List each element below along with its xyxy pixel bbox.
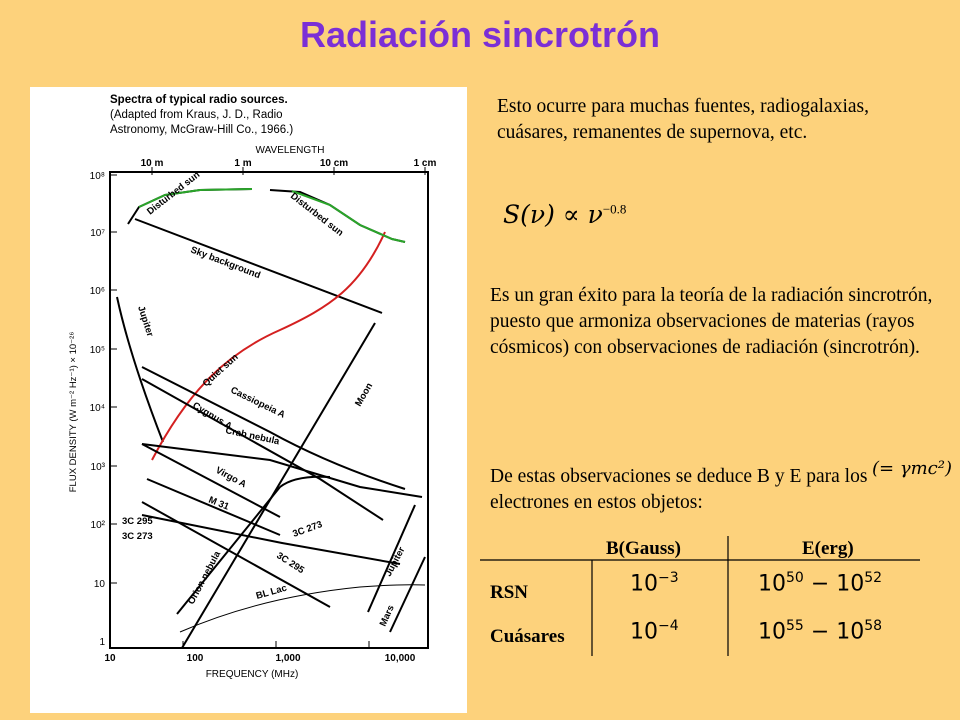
label-moon: Moon (353, 381, 376, 409)
label-bl-lac: BL Lac (254, 582, 289, 602)
figure-caption-line-1: Spectra of typical radio sources. (110, 94, 288, 106)
y-tick-1e6: 10⁶ (89, 286, 105, 297)
top-axis-title: WAVELENGTH (255, 145, 325, 156)
cuasares-e-range: $10^{55} - 10^{58}$ (758, 618, 883, 645)
header-b-gauss: B(Gauss) (606, 538, 681, 559)
label-3c273-left: 3C 273 (122, 531, 153, 542)
radio-spectra-figure (30, 87, 467, 713)
label-3c273-right: 3C 273 (291, 519, 324, 540)
x-tick-100: 100 (186, 653, 204, 664)
y-tick-1: 1 (99, 637, 105, 648)
label-3c295-left: 3C 295 (122, 516, 153, 527)
cuasares-b-value: $10^{-4}$ (630, 618, 679, 645)
top-tick-1m: 1 m (234, 158, 252, 169)
label-quiet-sun: Quiet sun (200, 351, 241, 390)
field-energy-table (480, 536, 925, 656)
slide-title: Radiación sincrotrón (299, 14, 661, 55)
crab-nebula-curve (142, 444, 422, 497)
3c295-curve (142, 502, 330, 607)
formula-main: S(ν) ∝ ν (503, 200, 603, 229)
rsn-b-value: $10^{-3}$ (630, 570, 679, 597)
figure-caption-line-3: Astronomy, McGraw-Hill Co., 1966.) (110, 124, 294, 136)
label-disturbed-sun-high: Disturbed sun (288, 190, 346, 239)
spectral-index-formula (503, 200, 626, 230)
label-orion-nebula: Orion nebula (185, 549, 224, 607)
label-cassiopeia-a: Cassiopeia A (228, 384, 287, 421)
orion-nebula-flat-curve (280, 477, 330, 487)
top-tick-10m: 10 m (140, 158, 164, 169)
label-cygnus-a: Cygnus A (190, 400, 234, 433)
label-mars: Mars (377, 603, 397, 629)
y-tick-1e2: 10² (90, 520, 105, 531)
label-disturbed-sun-low: Disturbed sun (145, 169, 203, 218)
rsn-e-range: $10^{50} - 10^{52}$ (758, 570, 883, 597)
sources-paragraph: Esto ocurre para muchas fuentes, radiogalaxias, cuásares, remanentes de supernova, etc. (497, 96, 869, 143)
3c273-curve (142, 515, 400, 564)
y-tick-1e4: 10⁴ (89, 403, 105, 414)
x-tick-10: 10 (104, 653, 116, 664)
label-3c295-right: 3C 295 (274, 550, 307, 577)
formula-exponent: −0.8 (602, 201, 627, 217)
y-axis-title: FLUX DENSITY (W m⁻² Hz⁻¹) × 10⁻²⁶ (68, 331, 79, 493)
energy-relation: (= γmc²) (872, 458, 952, 479)
row-label-rsn: RSN (490, 582, 529, 603)
y-tick-10: 10 (93, 579, 105, 590)
label-crab-nebula: Crab nebula (224, 425, 281, 448)
x-tick-1000: 1,000 (275, 653, 301, 664)
label-virgo-a: Virgo A (213, 464, 249, 491)
y-tick-1e7: 10⁷ (90, 228, 105, 239)
disturbed-sun-high-green-curve (292, 191, 405, 242)
label-sky-background: Sky background (188, 244, 262, 282)
row-label-cuasares: Cuásares (490, 626, 565, 647)
quiet-sun-curve (152, 232, 385, 460)
figure-caption-line-2: (Adapted from Kraus, J. D., Radio (110, 109, 283, 121)
sky-background-curve (135, 219, 382, 313)
x-axis-title: FREQUENCY (MHz) (205, 669, 299, 680)
header-e-erg: E(erg) (802, 538, 854, 559)
y-tick-1e8: 10⁸ (89, 171, 105, 182)
label-jupiter-thermal: Jupiter (382, 545, 408, 579)
top-tick-10cm: 10 cm (319, 158, 349, 169)
y-tick-1e3: 10³ (90, 462, 105, 473)
top-tick-1cm: 1 cm (413, 158, 437, 169)
success-paragraph: Es un gran éxito para la teoría de la radiación sincrotrón, puesto que armoniza observaciones de materias (rayos cósmicos) con observaciones de radiación (sincrotrón). (490, 285, 933, 358)
label-jupiter-decametric: Jupiter (135, 304, 156, 339)
x-tick-10000: 10,000 (384, 653, 416, 664)
deduction-paragraph: De estas observaciones se deduce B y E para los electrones en estos objetos: (490, 466, 868, 513)
y-tick-1e5: 10⁵ (89, 345, 105, 356)
label-m31: M 31 (206, 494, 231, 513)
